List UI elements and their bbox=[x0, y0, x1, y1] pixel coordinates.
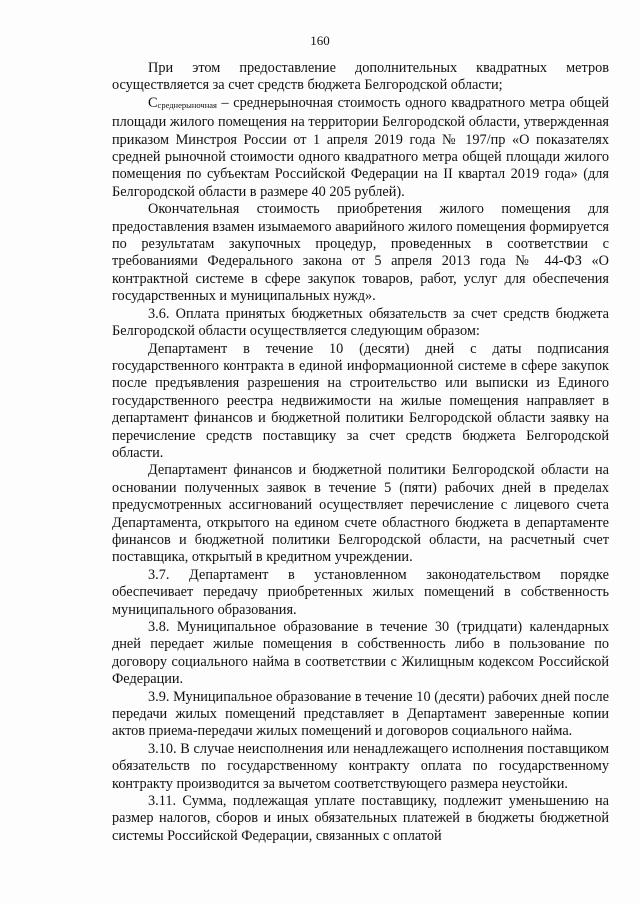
paragraph-3-7: 3.7. Департамент в установленном законодательством порядке обеспечивает передачу приобретенных жилых помещений в собственность муниципального образования. bbox=[112, 566, 609, 618]
paragraph-3-10: 3.10. В случае неисполнения или ненадлежащего исполнения поставщиком обязательств по государственному контракту оплата по государственному контракту производится за вычетом соответствующего размера неустойки. bbox=[112, 740, 609, 792]
formula-subscript: среднерыночная bbox=[157, 99, 217, 110]
paragraph-department-request: Департамент в течение 10 (десяти) дней с даты подписания государственного контракта в единой информационной системе в сфере закупок после предъявления разрешения на строительство или выписки из Единого государственного реестра недвижимости на жилые помещения направляет в департамент финансов и бюджетной политики Белгородской области заявку на перечисление средств поставщику за счет средств бюджета Белгородской области. bbox=[112, 340, 609, 461]
paragraph-final-cost: Окончательная стоимость приобретения жилого помещения для предоставления взамен изымаемого аварийного жилого помещения формируется по результатам закупочных процедур, проведенных в соответствии с требованиями Федерального закона от 5 апреля 2013 года № 44-ФЗ «О контрактной системе в сфере закупок товаров, работ, услуг для обеспечения государственных и муниципальных нужд». bbox=[112, 201, 609, 305]
paragraph-average-market-price-text: – среднерыночная стоимость одного квадратного метра общей площади жилого помещения на территории Белгородской области, утвержденная приказом Минстроя России от 1 апреля 2019 года № 197/пр «О показателях средней рыночной стоимости одного квадратного метра общей площади жилого помещения по субъектам Российской Федерации на II квартал 2019 года» (для Белгородской области в размере 40 205 рублей). bbox=[112, 94, 609, 200]
paragraph-3-9: 3.9. Муниципальное образование в течение 10 (десяти) рабочих дней после передачи жилых помещений представляет в Департамент заверенные копии актов приема-передачи жилых помещений и договоров социального найма. bbox=[112, 688, 609, 740]
paragraph-average-market-price bbox=[112, 95, 609, 201]
formula-symbol bbox=[148, 95, 217, 111]
page-number: 160 bbox=[310, 33, 330, 48]
paragraph-3-8: 3.8. Муниципальное образование в течение 30 (тридцати) календарных дней передает жилые помещения в собственность либо в пользование по договору социального найма в соответствии с Жилищным кодексом Российской Федерации. bbox=[112, 619, 609, 688]
paragraph-additional-meters: При этом предоставление дополнительных квадратных метров осуществляется за счет средств бюджета Белгородской области; bbox=[112, 60, 609, 94]
paragraph-3-6: 3.6. Оплата принятых бюджетных обязательств за счет средств бюджета Белгородской области осуществляется следующим образом: bbox=[112, 305, 609, 340]
paragraph-finance-transfer: Департамент финансов и бюджетной политики Белгородской области на основании полученных заявок в течение 5 (пяти) рабочих дней в пределах предусмотренных ассигнований осуществляет перечисление с лицевого счета Департамента, открытого на едином счете областного бюджета в департаменте финансов и бюджетной политики Белгородской области, на расчетный счет поставщика, открытый в кредитном учреждении. bbox=[112, 462, 609, 566]
paragraph-3-11: 3.11. Сумма, подлежащая уплате поставщику, подлежит уменьшению на размер налогов, сборов и иных обязательных платежей в бюджеты бюджетной системы Российской Федерации, связанных с оплатой bbox=[112, 793, 609, 844]
formula-letter: С bbox=[148, 94, 158, 111]
document-body bbox=[112, 60, 609, 845]
